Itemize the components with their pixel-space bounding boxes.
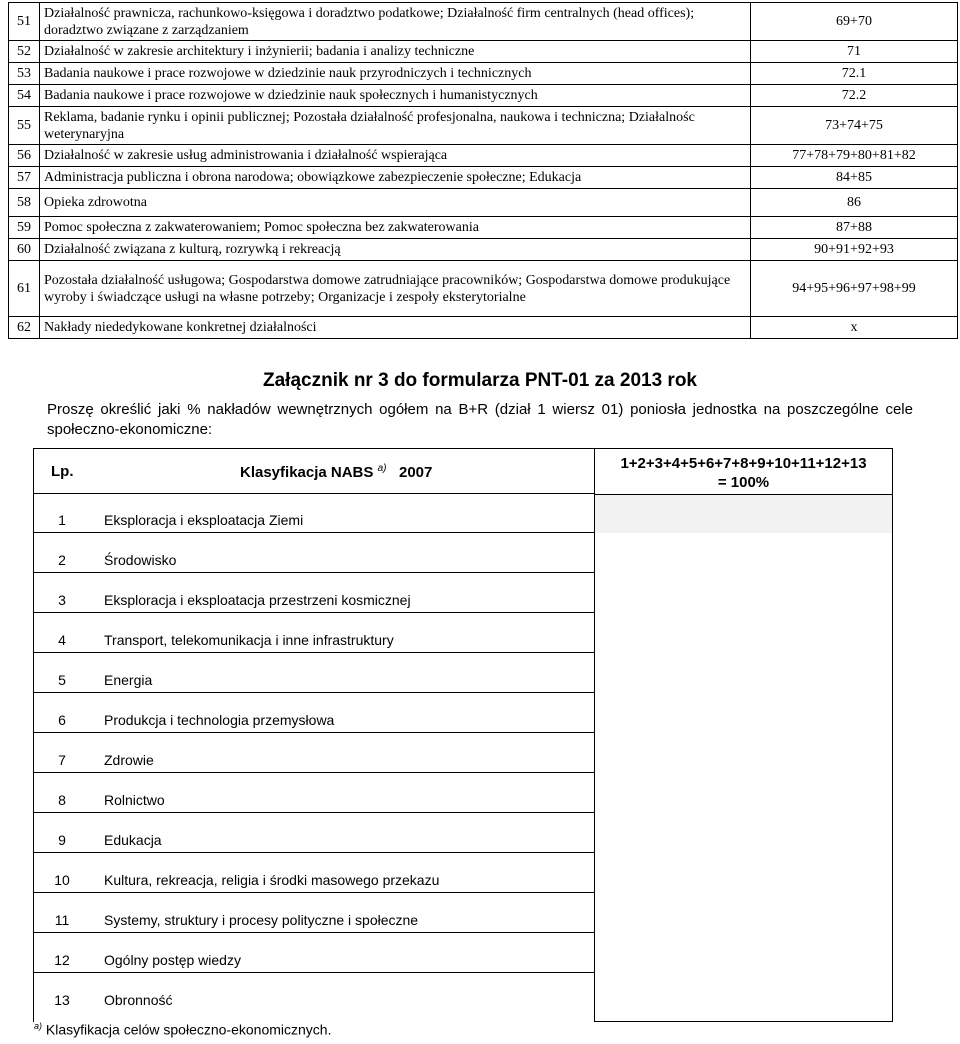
goal-label: Środowisko [104, 552, 177, 568]
header-footnote-marker: a) [377, 463, 387, 474]
nabs-goal-row [34, 612, 595, 653]
row-description: Działalność prawnicza, rachunkowo-księgowa i doradztwo podatkowe; Działalność firm centralnych (head offices); doradztwo związane z zarządzaniem [40, 3, 751, 41]
nabs-goal-row [34, 772, 595, 813]
goal-number: 9 [58, 832, 66, 848]
row-description: Pozostała działalność usługowa; Gospodarstwa domowe zatrudniające pracowników; Gospodarstwa domowe produkujące wyroby i świadczące usługi na własne potrzeby; Organizacje i zespoły eksterytorialne [40, 261, 751, 317]
pkd-row [9, 107, 958, 145]
nabs-goal-row [34, 652, 595, 693]
row-description: Reklama, badanie rynku i opinii publicznej; Pozostała działalność profesjonalna, naukowa i techniczna; Działalnośc weterynaryjna [40, 107, 751, 145]
row-number: 56 [9, 145, 40, 167]
goal-label: Obronność [104, 992, 173, 1008]
nabs-goal-row [34, 892, 595, 933]
row-pkd-code: 69+70 [751, 3, 958, 41]
header-classification-label: Klasyfikacja NABS [240, 464, 374, 481]
row-number: 57 [9, 167, 40, 189]
goal-number: 3 [58, 592, 66, 608]
row-pkd-code: 72.1 [751, 63, 958, 85]
goal-number: 2 [58, 552, 66, 568]
goal-number: 13 [54, 992, 70, 1008]
row-number: 51 [9, 3, 40, 41]
nabs-goal-row [34, 972, 595, 1012]
row-number: 52 [9, 41, 40, 63]
row-pkd-code: 86 [751, 189, 958, 217]
row-description: Działalność związana z kulturą, rozrywką i rekreacją [40, 239, 751, 261]
percentage-total: = 100% [717, 474, 770, 491]
row-description: Administracja publiczna i obrona narodowa; obowiązkowe zabezpieczenie społeczne; Edukacja [40, 167, 751, 189]
goal-label: Transport, telekomunikacja i inne infrastruktury [104, 632, 394, 648]
row-description: Badania naukowe i prace rozwojowe w dziedzinie nauk społecznych i humanistycznych [40, 85, 751, 107]
pkd-row [9, 63, 958, 85]
pkd-row [9, 317, 958, 339]
annex-title: Załącznik nr 3 do formularza PNT-01 za 2013 rok [263, 370, 697, 391]
pkd-row [9, 145, 958, 167]
nabs-table-header [34, 448, 595, 494]
row-pkd-code: 71 [751, 41, 958, 63]
row-number: 58 [9, 189, 40, 217]
goal-number: 12 [54, 952, 70, 968]
pkd-row [9, 189, 958, 217]
nabs-goal-row [34, 492, 595, 533]
row-pkd-code: 90+91+92+93 [751, 239, 958, 261]
row-number: 61 [9, 261, 40, 317]
pkd-row [9, 217, 958, 239]
goal-label: Eksploracja i eksploatacja Ziemi [104, 512, 304, 528]
row-pkd-code: 94+95+96+97+98+99 [751, 261, 958, 317]
header-year: 2007 [399, 464, 433, 481]
goal-label: Energia [104, 672, 153, 688]
header-lp: Lp. [51, 463, 74, 480]
goal-label: Rolnictwo [104, 792, 165, 808]
row-number: 59 [9, 217, 40, 239]
nabs-goal-row [34, 532, 595, 573]
goal-label: Edukacja [104, 832, 162, 848]
pkd-mapping-table [8, 2, 958, 339]
pkd-row [9, 261, 958, 317]
percentage-column [594, 448, 893, 1022]
nabs-goal-row [34, 932, 595, 973]
goal-number: 5 [58, 672, 66, 688]
goal-label: Kultura, rekreacja, religia i środki masowego przekazu [104, 872, 440, 888]
goal-label: Ogólny postęp wiedzy [104, 952, 241, 968]
row-description: Działalność w zakresie architektury i inżynierii; badania i analizy techniczne [40, 41, 751, 63]
percentage-header [595, 449, 892, 495]
goal-number: 4 [58, 632, 66, 648]
pkd-row [9, 3, 958, 41]
pkd-mapping-table-body [9, 3, 958, 339]
row-number: 60 [9, 239, 40, 261]
pkd-row [9, 41, 958, 63]
row-pkd-code: 77+78+79+80+81+82 [751, 145, 958, 167]
annex-instructions: Proszę określić jaki % nakładów wewnętrznych ogółem na B+R (dział 1 wiersz 01) poniosła jednostka na poszczególne cele społeczno-ekonomiczne: [47, 401, 913, 438]
goal-number: 11 [54, 912, 70, 928]
goal-number: 7 [58, 752, 66, 768]
footnote [34, 1021, 331, 1038]
nabs-goal-row [34, 572, 595, 613]
goal-label: Eksploracja i eksploatacja przestrzeni kosmicznej [104, 592, 411, 608]
pkd-row [9, 167, 958, 189]
goal-number: 6 [58, 712, 66, 728]
pkd-row [9, 239, 958, 261]
goal-label: Zdrowie [104, 752, 154, 768]
row-pkd-code: 72.2 [751, 85, 958, 107]
row-number: 54 [9, 85, 40, 107]
row-pkd-code: 84+85 [751, 167, 958, 189]
nabs-goal-row [34, 812, 595, 853]
header-classification [240, 463, 432, 481]
nabs-goal-row [34, 732, 595, 773]
row-description: Opieka zdrowotna [40, 189, 751, 217]
goal-number: 10 [54, 872, 70, 888]
row-description: Pomoc społeczna z zakwaterowaniem; Pomoc społeczna bez zakwaterowania [40, 217, 751, 239]
row-pkd-code: x [751, 317, 958, 339]
row-description: Badania naukowe i prace rozwojowe w dziedzinie nauk przyrodniczych i technicznych [40, 63, 751, 85]
percentage-input-area[interactable] [595, 495, 892, 533]
goal-number: 1 [58, 512, 66, 528]
goal-label: Produkcja i technologia przemysłowa [104, 712, 335, 728]
goal-number: 8 [58, 792, 66, 808]
row-pkd-code: 73+74+75 [751, 107, 958, 145]
row-number: 62 [9, 317, 40, 339]
nabs-goal-row [34, 852, 595, 893]
nabs-goals-table [33, 448, 595, 1022]
footnote-marker: a) [34, 1021, 43, 1031]
nabs-goal-row [34, 692, 595, 733]
row-pkd-code: 87+88 [751, 217, 958, 239]
row-description: Działalność w zakresie usług administrowania i działalność wspierająca [40, 145, 751, 167]
pkd-row [9, 85, 958, 107]
footnote-text: Klasyfikacja celów społeczno-ekonomicznych. [45, 1021, 332, 1038]
row-number: 53 [9, 63, 40, 85]
percentage-formula: 1+2+3+4+5+6+7+8+9+10+11+12+13 [620, 455, 867, 472]
row-number: 55 [9, 107, 40, 145]
row-description: Nakłady niededykowane konkretnej działalności [40, 317, 751, 339]
goal-label: Systemy, struktury i procesy polityczne i społeczne [104, 912, 419, 928]
